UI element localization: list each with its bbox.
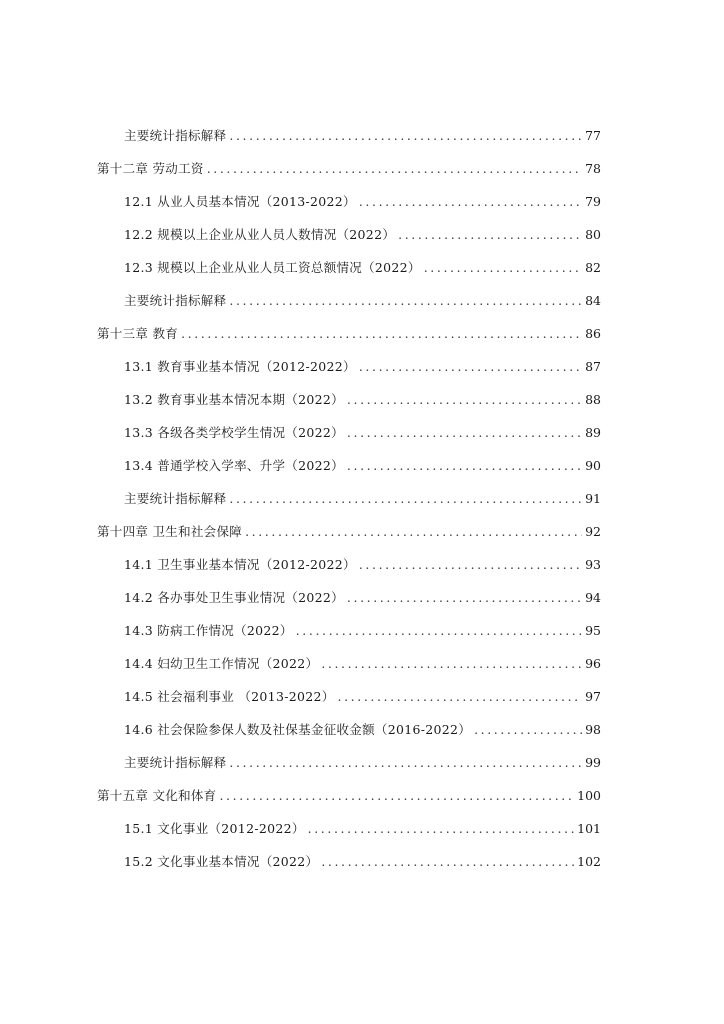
toc-entry-14-2[interactable] (124, 587, 601, 609)
toc-entry-14-1[interactable] (124, 554, 601, 576)
toc-page-number: 98 (585, 722, 601, 737)
toc-page-number: 95 (585, 623, 601, 638)
toc-page-number: 99 (585, 755, 601, 770)
toc-dot-leader (347, 455, 582, 477)
toc-entry-indicator-notes-13[interactable] (124, 488, 601, 510)
toc-dot-leader (424, 257, 582, 279)
toc-dot-leader (359, 554, 582, 576)
toc-entry-title: 第十四章 卫生和社会保障 (97, 524, 243, 539)
toc-entry-indicator-notes-14[interactable] (124, 752, 601, 774)
toc-dot-leader (474, 719, 582, 741)
toc-page-number: 87 (585, 359, 601, 374)
toc-entry-title: 主要统计指标解释 (124, 293, 227, 308)
toc-chapter-14[interactable] (97, 521, 601, 543)
toc-entry-12-1[interactable] (124, 191, 601, 213)
toc-entry-title: 14.1 卫生事业基本情况（2012-2022） (124, 557, 356, 572)
toc-entry-title: 15.1 文化事业（2012-2022） (124, 821, 305, 836)
toc-dot-leader (229, 125, 582, 147)
toc-entry-title: 13.2 教育事业基本情况本期（2022） (124, 392, 344, 407)
toc-page-number: 94 (585, 590, 601, 605)
toc-dot-leader (181, 323, 582, 345)
toc-page-number: 90 (585, 458, 601, 473)
toc-page-number: 89 (585, 425, 601, 440)
toc-page-number: 101 (577, 821, 601, 836)
toc-entry-title: 13.4 普通学校入学率、升学（2022） (124, 458, 344, 473)
toc-entry-title: 14.5 社会福利事业 （2013-2022） (124, 689, 335, 704)
toc-entry-title: 13.1 教育事业基本情况（2012-2022） (124, 359, 356, 374)
toc-entry-title: 15.2 文化事业基本情况（2022） (124, 854, 319, 869)
toc-dot-leader (338, 686, 583, 708)
toc-dot-leader (347, 587, 582, 609)
toc-page-number: 92 (585, 524, 601, 539)
toc-entry-15-1[interactable] (124, 818, 601, 840)
toc-entry-title: 第十三章 教育 (97, 326, 179, 341)
toc-page-number: 96 (585, 656, 601, 671)
toc-dot-leader (219, 785, 574, 807)
toc-page-number: 93 (585, 557, 601, 572)
toc-entry-12-2[interactable] (124, 224, 601, 246)
toc-entry-title: 主要统计指标解释 (124, 491, 227, 506)
toc-entry-title: 第十五章 文化和体育 (97, 788, 217, 803)
toc-entry-indicator-notes-labor-prev[interactable] (124, 125, 601, 147)
toc-page-number: 91 (585, 491, 601, 506)
toc-chapter-15[interactable] (97, 785, 601, 807)
toc-page-number: 80 (585, 227, 601, 242)
toc-dot-leader (296, 620, 582, 642)
toc-chapter-13[interactable] (97, 323, 601, 345)
toc-page-number: 78 (585, 161, 601, 176)
toc-entry-title: 14.3 防病工作情况（2022） (124, 623, 293, 638)
toc-dot-leader (245, 521, 582, 543)
toc-entry-title: 主要统计指标解释 (124, 755, 227, 770)
toc-entry-13-1[interactable] (124, 356, 601, 378)
toc-entry-title: 13.3 各级各类学校学生情况（2022） (124, 425, 344, 440)
toc-dot-leader (207, 158, 582, 180)
toc-entry-title: 14.6 社会保险参保人数及社保基金征收金额（2016-2022） (124, 722, 472, 737)
toc-dot-leader (229, 290, 582, 312)
toc-entry-13-3[interactable] (124, 422, 601, 444)
toc-page-number: 77 (585, 128, 601, 143)
toc-dot-leader (359, 356, 582, 378)
toc-entry-14-3[interactable] (124, 620, 601, 642)
toc-page-number: 102 (577, 854, 601, 869)
toc-entry-12-3[interactable] (124, 257, 601, 279)
toc-entry-title: 14.2 各办事处卫生事业情况（2022） (124, 590, 344, 605)
toc-page-number: 82 (585, 260, 601, 275)
toc-entry-title: 12.1 从业人员基本情况（2013-2022） (124, 194, 356, 209)
toc-entry-13-2[interactable] (124, 389, 601, 411)
toc-dot-leader (308, 818, 574, 840)
toc-entry-title: 主要统计指标解释 (124, 128, 227, 143)
toc-entry-indicator-notes-12[interactable] (124, 290, 601, 312)
toc-page-number: 100 (577, 788, 601, 803)
toc-dot-leader (229, 752, 582, 774)
toc-entry-title: 12.3 规模以上企业从业人员工资总额情况（2022） (124, 260, 421, 275)
toc-page-number: 86 (585, 326, 601, 341)
toc-dot-leader (347, 422, 582, 444)
toc-page-number: 97 (585, 689, 601, 704)
toc-entry-title: 第十二章 劳动工资 (97, 161, 204, 176)
toc-dot-leader (321, 653, 582, 675)
toc-dot-leader (229, 488, 582, 510)
toc-page-number: 88 (585, 392, 601, 407)
toc-page-number: 84 (585, 293, 601, 308)
toc-dot-leader (347, 389, 582, 411)
toc-entry-13-4[interactable] (124, 455, 601, 477)
toc-page-number: 79 (585, 194, 601, 209)
toc-entry-title: 14.4 妇幼卫生工作情况（2022） (124, 656, 319, 671)
toc-entry-14-5[interactable] (124, 686, 601, 708)
toc-dot-leader (398, 224, 582, 246)
toc-entry-14-6[interactable] (124, 719, 601, 741)
toc-entry-14-4[interactable] (124, 653, 601, 675)
toc-dot-leader (359, 191, 582, 213)
toc-entry-title: 12.2 规模以上企业从业人员人数情况（2022） (124, 227, 396, 242)
toc-entry-15-2[interactable] (124, 851, 601, 873)
toc-chapter-12[interactable] (97, 158, 601, 180)
toc-dot-leader (321, 851, 574, 873)
